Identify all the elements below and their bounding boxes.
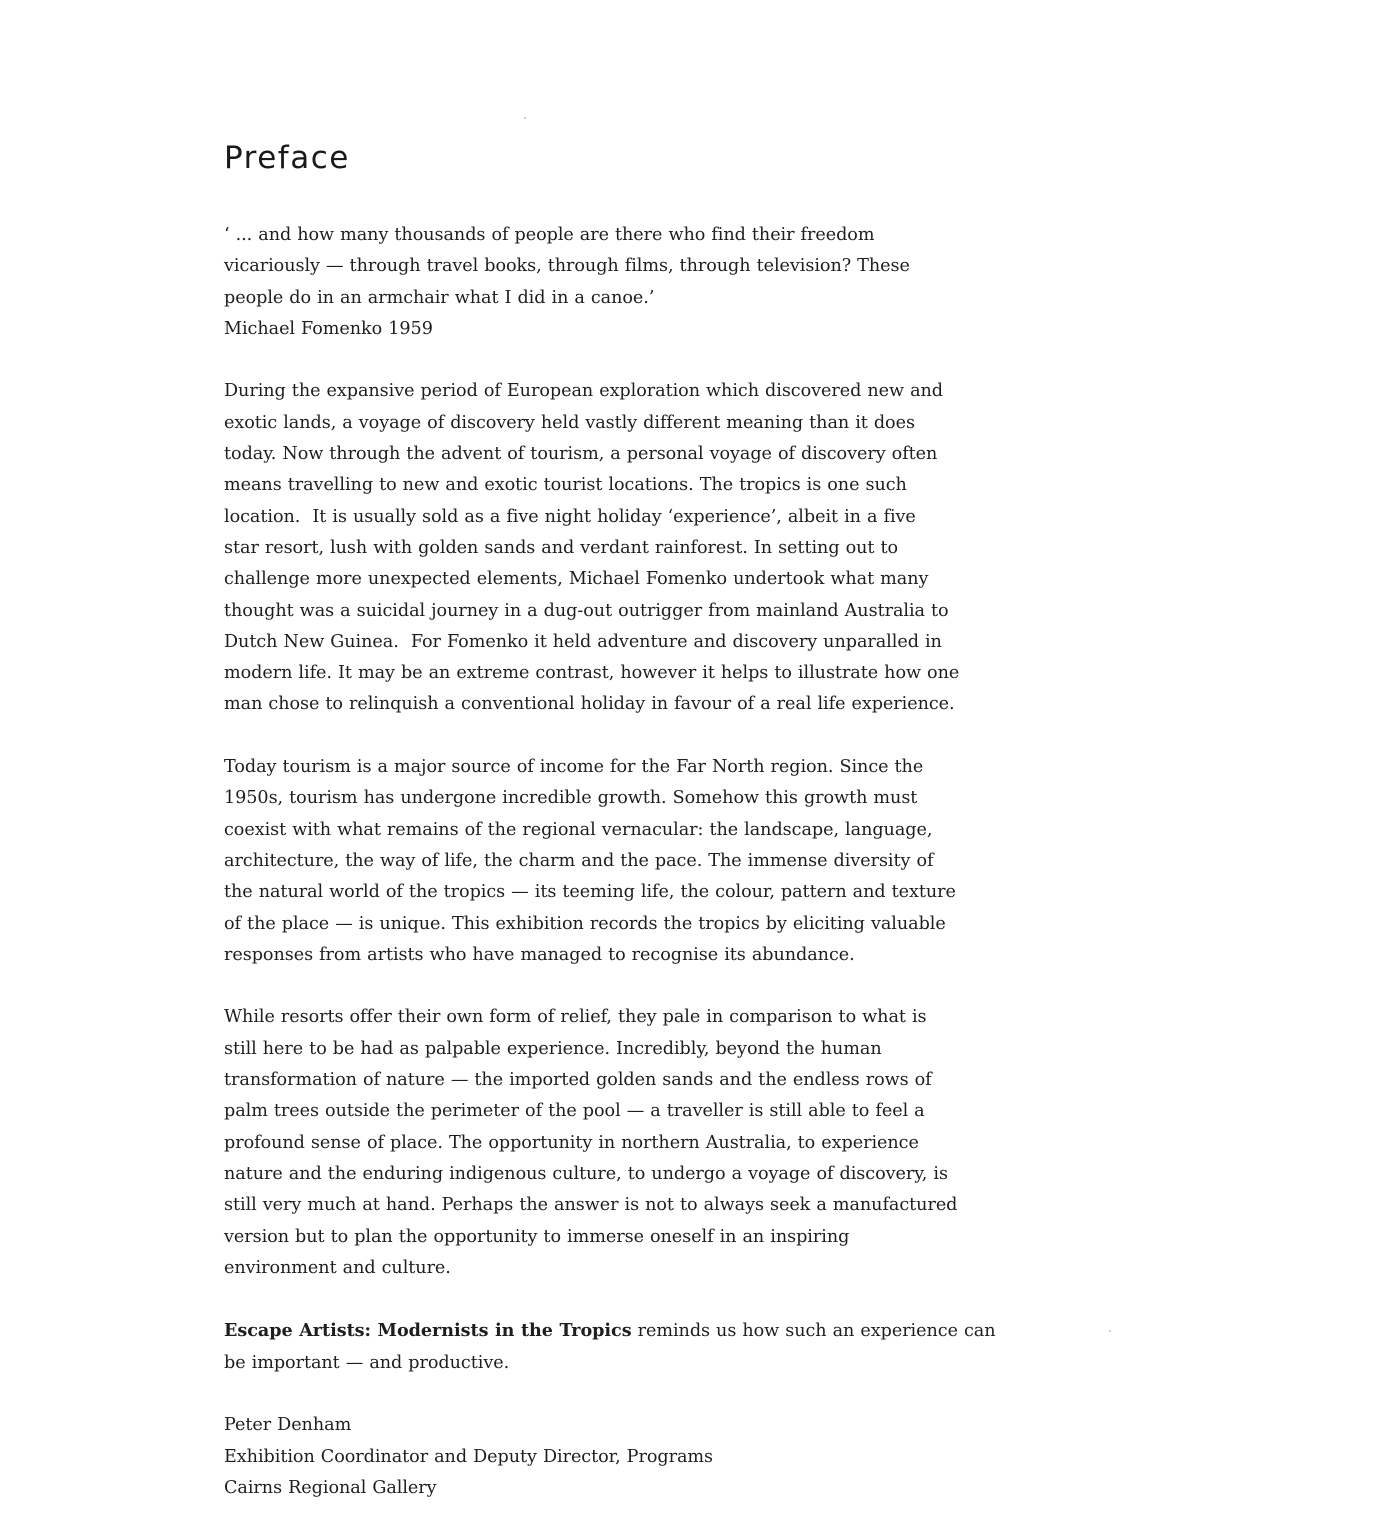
paragraph-line: palm trees outside the perimeter of the pool — a traveller is still able to feel a [224,1101,925,1122]
epigraph [224,220,1004,345]
paragraph-line: transformation of nature — the imported golden sands and the endless rows of [224,1070,932,1091]
paragraph-line: still here to be had as palpable experience. Incredibly, beyond the human [224,1038,882,1059]
paragraph-line: nature and the enduring indigenous culture, to undergo a voyage of discovery, is [224,1163,948,1184]
paragraph-line: man chose to relinquish a conventional holiday in favour of a real life experience. [224,694,955,715]
signature-name: Peter Denham [224,1415,352,1436]
paragraph-line: Dutch New Guinea. For Fomenko it held adventure and discovery unparalled in [224,631,942,652]
paragraph-line: the natural world of the tropics — its teeming life, the colour, pattern and texture [224,882,956,903]
paragraph-line: version but to plan the opportunity to immerse oneself in an inspiring [224,1226,850,1247]
paragraph-line: star resort, lush with golden sands and verdant rainforest. In setting out to [224,537,899,558]
signature-organization: Cairns Regional Gallery [224,1477,437,1498]
closing-line-rest: reminds us how such an experience can [631,1321,996,1342]
epigraph-line: vicariously — through travel books, through films, through television? These [224,256,910,277]
paragraph-line: During the expansive period of European exploration which discovered new and [224,381,943,402]
preface-page [224,136,1004,1504]
exhibition-title: Escape Artists: Modernists in the Tropics [224,1320,632,1342]
scan-speck [1109,1330,1111,1332]
paragraph-line: challenge more unexpected elements, Michael Fomenko undertook what many [224,569,929,590]
paragraph-gap [224,1379,1004,1410]
page-title: Preface [224,140,350,176]
paragraph-gap [224,721,1004,752]
paragraph-line: profound sense of place. The opportunity in northern Australia, to experience [224,1132,919,1153]
paragraph-line: architecture, the way of life, the charm and the pace. The immense diversity of [224,850,934,871]
paragraph-line: today. Now through the advent of tourism, a personal voyage of discovery often [224,444,938,465]
scan-speck [524,117,526,119]
paragraph-gap [224,1284,1004,1315]
paragraph-line: location. It is usually sold as a five night holiday ‘experience’, albeit in a five [224,506,916,527]
paragraph-line: exotic lands, a voyage of discovery held vastly different meaning than it does [224,412,915,433]
paragraph-line: While resorts offer their own form of relief, they pale in comparison to what is [224,1007,927,1028]
paragraph-line: of the place — is unique. This exhibition records the tropics by eliciting valuable [224,913,946,934]
paragraph-resorts [224,1002,1004,1284]
paragraph-line: still very much at hand. Perhaps the answer is not to always seek a manufactured [224,1195,958,1216]
closing-line: be important — and productive. [224,1352,510,1373]
signature-block [224,1410,1004,1504]
paragraph-line: modern life. It may be an extreme contrast, however it helps to illustrate how one [224,663,960,684]
epigraph-attribution: Michael Fomenko 1959 [224,318,433,339]
paragraph-gap [224,971,1004,1002]
signature-role: Exhibition Coordinator and Deputy Director, Programs [224,1446,713,1467]
paragraph-line: thought was a suicidal journey in a dug-out outrigger from mainland Australia to [224,600,949,621]
paragraph-line: responses from artists who have managed to recognise its abundance. [224,944,855,965]
paragraph-tourism [224,752,1004,971]
paragraph-line: Today tourism is a major source of income for the Far North region. Since the [224,757,924,778]
paragraph-line: environment and culture. [224,1257,451,1278]
paragraph-line: means travelling to new and exotic tourist locations. The tropics is one such [224,475,907,496]
paragraph-line: coexist with what remains of the regional vernacular: the landscape, language, [224,819,933,840]
epigraph-line: ‘ ... and how many thousands of people are there who find their freedom [224,225,875,245]
paragraph-line: 1950s, tourism has undergone incredible growth. Somehow this growth must [224,788,918,809]
epigraph-line: people do in an armchair what I did in a canoe.’ [224,287,655,308]
closing-line [224,1315,1004,1347]
paragraph-gap [224,345,1004,376]
paragraph-exploration [224,376,1004,720]
closing-paragraph [224,1315,1004,1379]
